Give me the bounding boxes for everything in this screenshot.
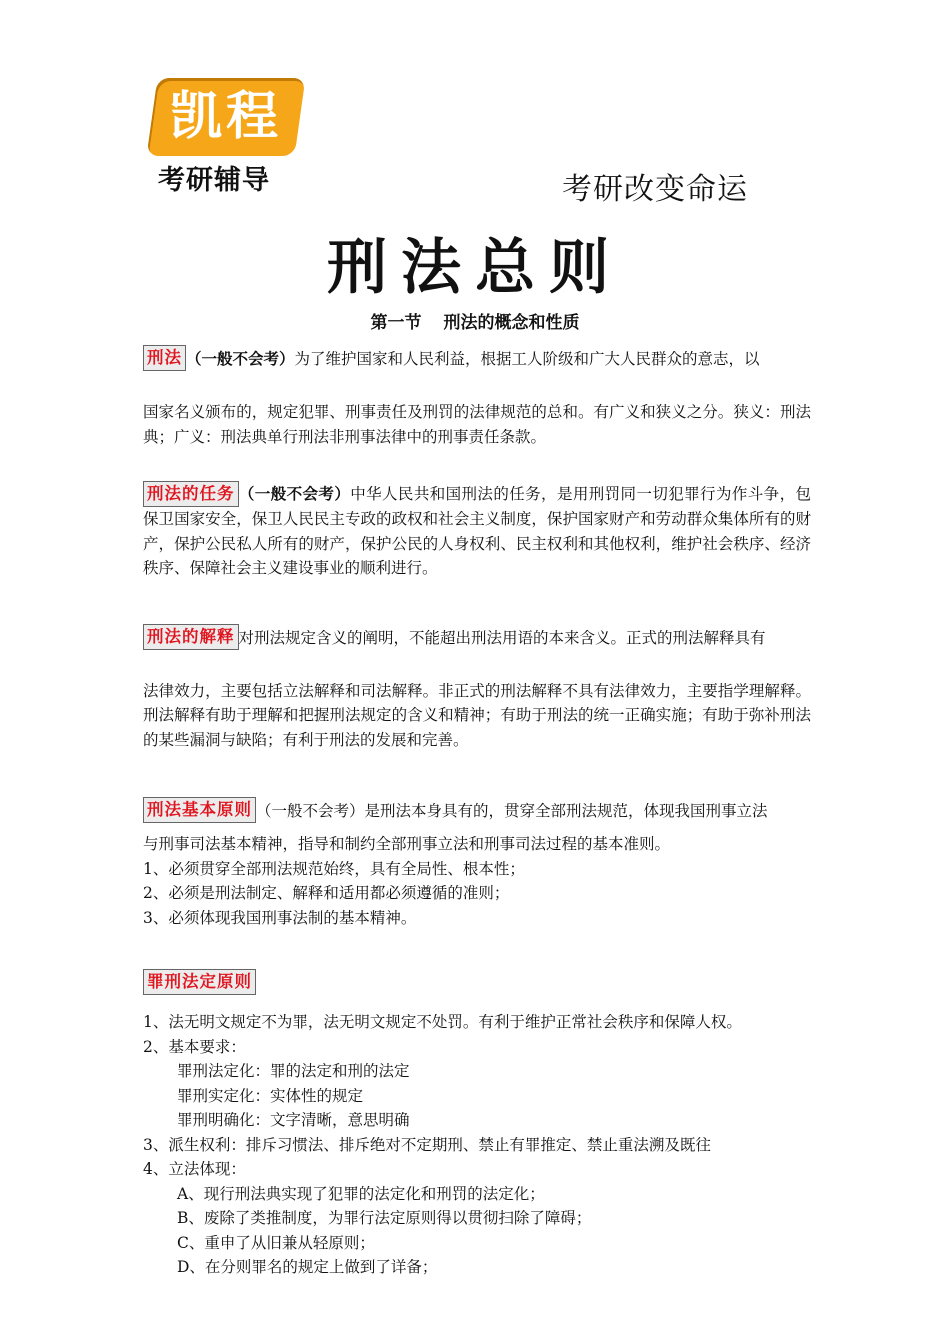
block-xingfa [143,340,811,449]
section-title [0,308,950,333]
kaicheng-logo [152,78,302,196]
term-label: 刑法 [143,345,186,371]
list-item: 1、必须贯穿全部刑法规范始终，具有全局性、根本性； [143,859,525,878]
term-label: 刑法基本原则 [143,797,256,823]
term-note: （一般不会考） [186,349,295,368]
slogan: 考研改变命运 [562,172,748,207]
page-title: 刑法总则 [327,233,623,303]
paragraph-text: 中华人民共和国刑法的任务，是用刑罚同一切犯罪行为作斗争，包保卫国家安全，保卫人民民主专政的政权和社会主义制度，保护国家财产和劳动群众集体所有的财产，保护公民私人所有的财产，保护公民的人身权利、民主权利和其他权利，维护社会秩序、经济秩序、保障社会主义建设事业的顺利进行。 [143,485,811,577]
list-item: 4、立法体现： [143,1160,246,1178]
sub-list-item: B、废除了类推制度，为罪行法定原则得以贯彻扫除了障碍； [177,1209,592,1227]
list-item: 1、法无明文规定不为罪，法无明文规定不处罚。有利于维护正常社会秩序和保障人权。 [143,1013,742,1031]
paragraph: 国家名义颁布的，规定犯罪、刑事责任及刑罚的法律规范的总和。有广义和狭义之分。狭义：刑法典；广义：刑法典单行刑法非刑事法律中的刑事责任条款。 [143,403,811,446]
block-first-line [143,792,811,828]
paragraph-lead: 为了维护国家和人民利益，根据工人阶级和广大人民群众的意志，以 [294,350,760,368]
principle-list [143,832,811,930]
logo-text: 凯程 [169,87,282,147]
list-item: 3、必须体现我国刑事法制的基本精神。 [143,908,417,927]
block-first-line [143,619,811,655]
block-jieshi [143,619,811,753]
list-item: 3、派生权利：排斥习惯法、排斥绝对不定期刑、禁止有罪推定、禁止重法溯及既往 [143,1135,711,1154]
term-label: 刑法的任务 [143,481,239,507]
sub-list-item: C、重申了从旧兼从轻原则； [177,1233,375,1252]
paragraph [143,481,811,581]
sub-list-item: 罪刑实定化：实体性的规定 [177,1086,364,1105]
paragraph-lead: 对刑法规定含义的阐明，不能超出刑法用语的本来含义。正式的刑法解释具有 [238,628,766,647]
term-note: （一般不会考） [238,484,351,503]
sub-list-item: 罪刑法定化：罪的法定和刑的法定 [177,1062,410,1080]
block-first-line [143,340,811,376]
block-first-line [143,964,811,1000]
sub-list-item: 罪刑明确化：文字清晰，意思明确 [177,1111,410,1129]
section-name: 刑法的概念和性质 [443,313,580,333]
sub-list-item: D、在分则罪名的规定上做到了详备； [177,1258,438,1276]
sub-list-item: A、现行刑法典实现了犯罪的法定化和刑罚的法定化； [177,1184,545,1203]
term-label: 罪刑法定原则 [143,969,256,995]
block-renwu [143,481,811,581]
document-body [143,340,811,1280]
paragraph-lead: （一般不会考）是刑法本身具有的，贯穿全部刑法规范，体现我国刑事立法 [256,802,768,820]
list-item: 2、基本要求： [143,1037,246,1056]
paragraph: 法律效力，主要包括立法解释和司法解释。非正式的刑法解释不具有法律效力，主要指学理解释。刑法解释有助于理解和把握刑法规定的含义和精神；有助于刑法的统一正确实施；有助于弥补刑法的某些漏洞与缺陷；有利于刑法的发展和完善。 [143,681,811,749]
principle-list [143,1010,811,1280]
list-item: 2、必须是刑法制定、解释和适用都必须遵循的准则； [143,884,510,902]
paragraph: 与刑事司法基本精神，指导和制约全部刑事立法和刑事司法过程的基本准则。 [143,835,671,853]
block-zuixing [143,964,811,1280]
logo-subtitle: 考研辅导 [158,165,270,196]
section-number: 第一节 [370,313,422,333]
logo-mark [147,78,306,156]
block-yuanze [143,792,811,930]
term-label: 刑法的解释 [143,624,239,650]
